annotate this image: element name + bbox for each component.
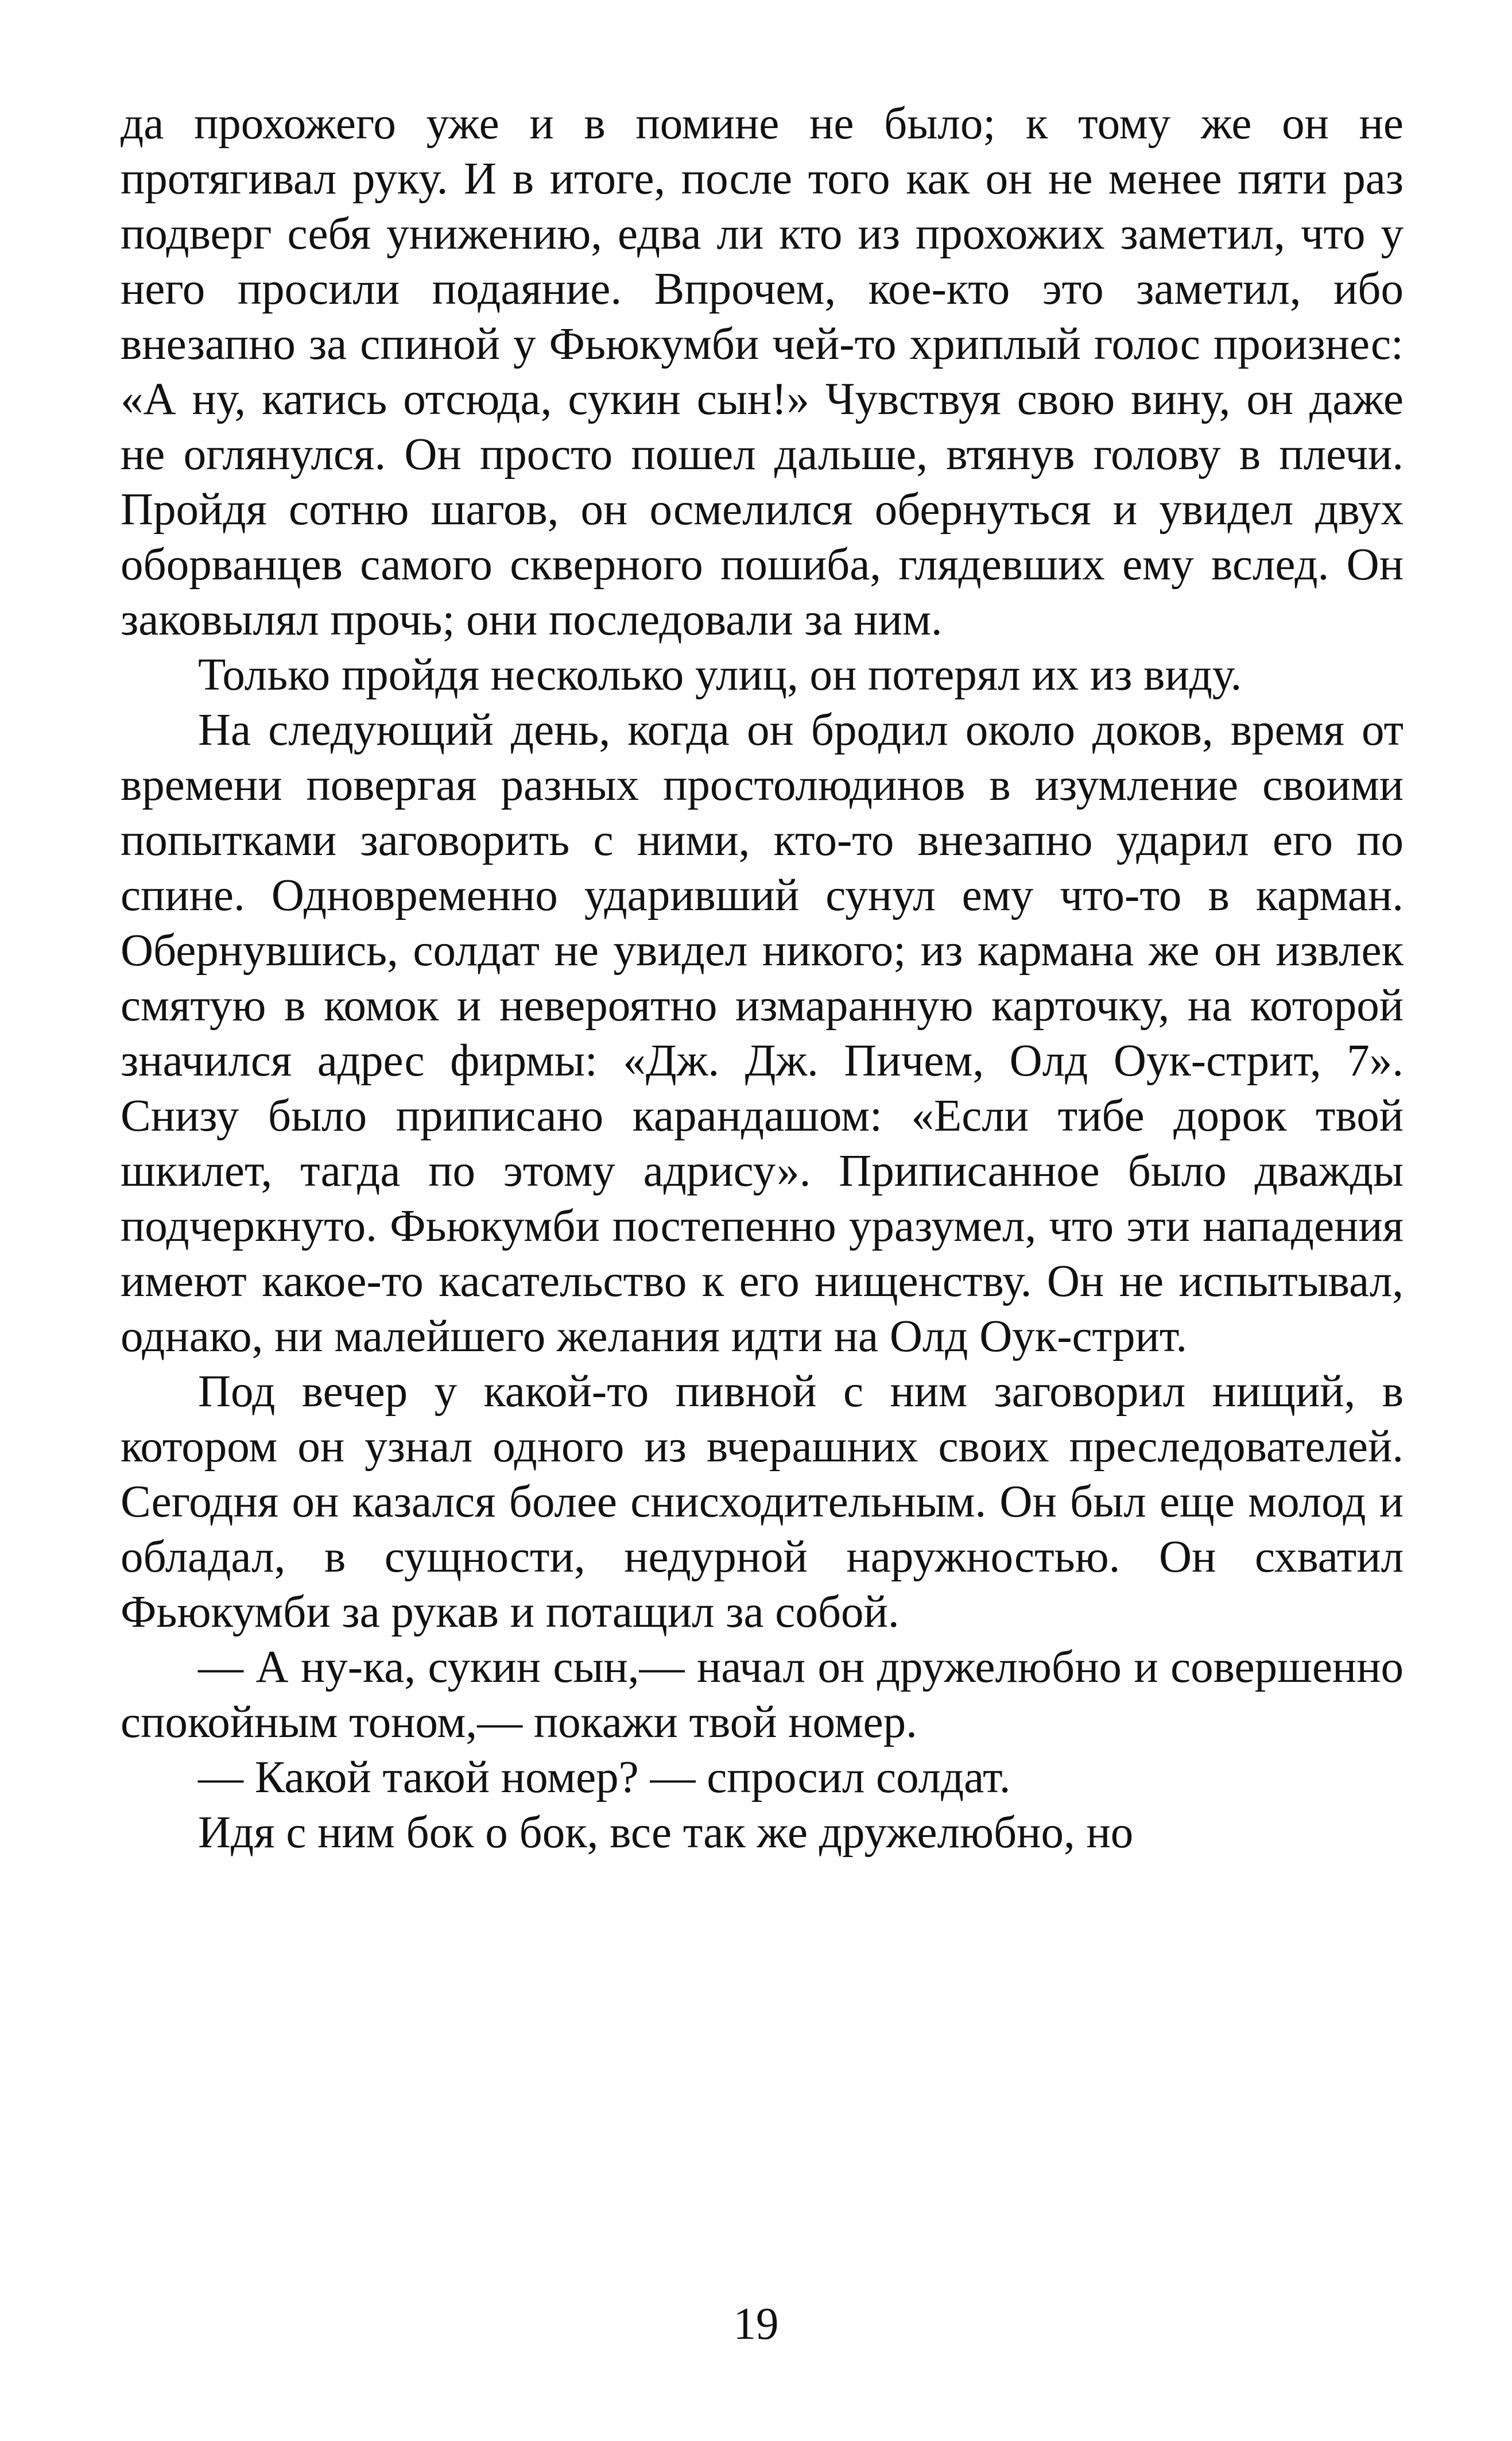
paragraph: На следующий день, когда он бродил около доков, время от времени повергая разных простолюдинов в изумление своими попытками заговорить с ними, кто-то внезапно ударил его по спине. Одновременно ударивший сунул ему что-то в карман. Обернувшись, солдат не увидел никого; из кармана же он извлек смятую в комок и невероятно измаранную карточку, на которой значился адрес фирмы: «Дж. Дж. Пичем, Олд Оук-стрит, 7». Снизу было приписано карандашом: «Если тибе дорок твой шкилет, тагда по этому адрису». Приписанное было дважды подчеркнуто. Фьюкумби постепенно уразумел, что эти нападения имеют какое-то касательство к его нищенству. Он не испытывал, однако, ни малейшего желания идти на Олд Оук-стрит.: [121, 705, 1404, 1361]
paragraph: Под вечер у какой-то пивной с ним заговорил нищий, в котором он узнал одного из вчерашних своих преследователей. Сегодня он казался более снисходительным. Он был еще молод и обладал, в сущности, недурной наружностью. Он схватил Фьюкумби за рукав и потащил за собой.: [121, 1367, 1404, 1637]
dialogue-line: — А ну-ка, сукин сын,— начал он дружелюбно и совершенно спокойным тоном,— покажи твой номер.: [121, 1642, 1404, 1747]
body-text: [121, 96, 1404, 1860]
page-number: 19: [733, 2299, 779, 2349]
paragraph: Только пройдя несколько улиц, он потерял их из виду.: [198, 650, 1242, 700]
paragraph-continuation: да прохожего уже и в помине не было; к тому же он не протягивал руку. И в итоге, после того как он не менее пяти раз подверг себя унижению, едва ли кто из прохожих заметил, что у него просили подаяние. Впрочем, кое-кто это заметил, ибо внезапно за спиной у Фьюкумби чей-то хриплый голос произнес: «А ну, катись отсюда, сукин сын!» Чувствуя свою вину, он даже не оглянулся. Он просто пошел дальше, втянув голову в плечи. Пройдя сотню шагов, он осмелился обернуться и увидел двух оборванцев самого скверного пошиба, глядевших ему вслед. Он заковылял прочь; они последовали за ним.: [121, 99, 1404, 645]
paragraph: Идя с ним бок о бок, все так же дружелюбно, но: [198, 1808, 1134, 1858]
dialogue-line: — Какой такой номер? — спросил солдат.: [198, 1753, 1011, 1802]
